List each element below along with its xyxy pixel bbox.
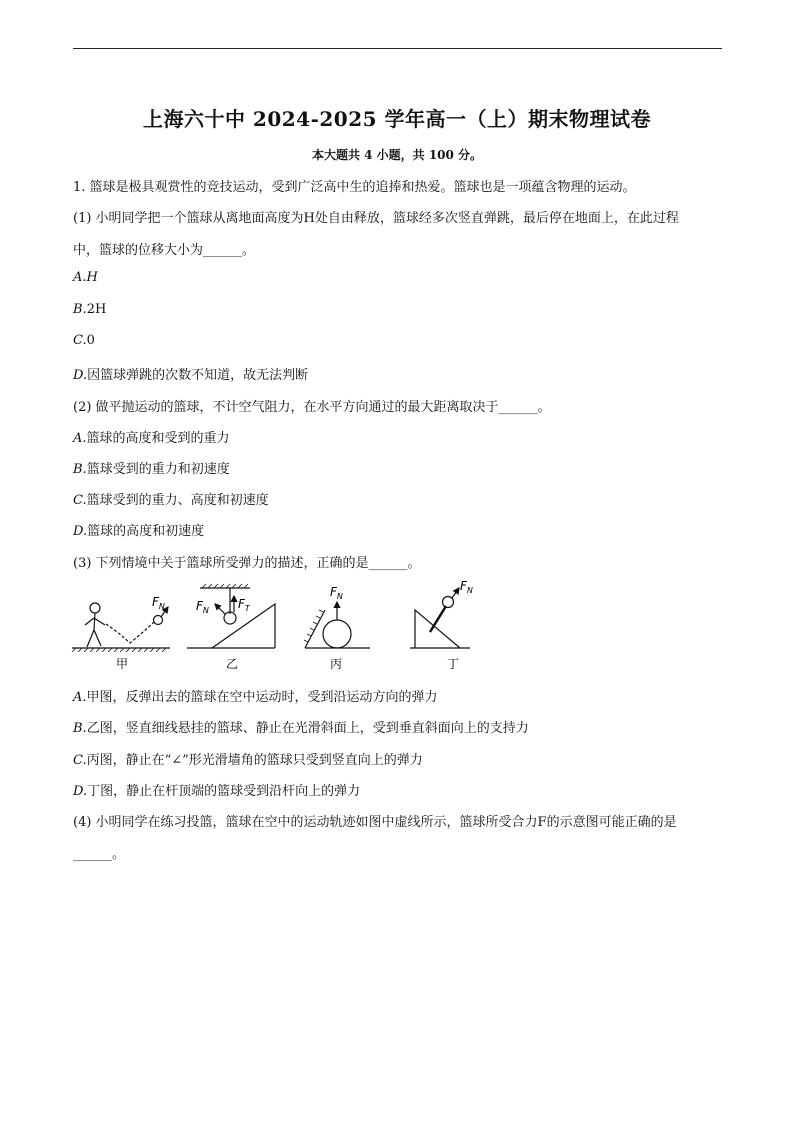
- option-letter: D.: [73, 524, 88, 539]
- q3-option-c: [73, 749, 723, 768]
- caption-yi: 乙: [226, 657, 239, 671]
- wedge: [415, 610, 460, 648]
- question-intro: 1. 篮球是极具观赏性的竞技运动，受到广泛高中生的追捧和热爱。篮球也是一项蕴含物理的运动。: [73, 180, 636, 195]
- q2-option-a: [73, 427, 723, 446]
- figure-jia: [72, 603, 170, 652]
- force-symbol: F: [196, 599, 203, 613]
- q3-option-d: [73, 780, 723, 799]
- force-label-fn: [152, 595, 165, 611]
- option-letter: A.: [73, 431, 87, 446]
- q1-option-d: [73, 364, 723, 383]
- option-text: 篮球受到的重力和初速度: [86, 462, 230, 477]
- force-symbol: F: [460, 580, 467, 593]
- caption-ding: 丁: [447, 657, 460, 671]
- option-text: 丙图，静止在“∠”形光滑墙角的篮球只受到竖直向上的弹力: [86, 753, 423, 768]
- force-symbol: F: [238, 597, 245, 611]
- force-label-ft: [238, 597, 251, 613]
- caption-jia: 甲: [116, 657, 129, 671]
- option-text: 丁图，静止在杆顶端的篮球受到沿杆向上的弹力: [87, 784, 361, 799]
- header-rule: [73, 48, 722, 49]
- force-subscript: N: [202, 606, 209, 615]
- option-letter: A.: [73, 270, 87, 285]
- rod: [430, 606, 446, 632]
- q2-stem: (2) 做平抛运动的篮球，不计空气阻力，在水平方向通过的最大距离取决于______。: [73, 400, 551, 415]
- q3-option-b: [73, 717, 723, 736]
- force-symbol: F: [152, 595, 159, 609]
- wall-line: [305, 610, 325, 648]
- ball-path: [106, 622, 154, 643]
- q1-option-b: [73, 302, 723, 317]
- option-letter: B.: [73, 721, 87, 736]
- force-label-fn: [196, 599, 209, 615]
- force-arrow: [452, 588, 459, 598]
- option-letter: C.: [73, 333, 87, 348]
- option-letter: D.: [73, 368, 88, 383]
- page-subtitle: 本大题共 4 小题，共 100 分。: [311, 148, 483, 162]
- q2-option-b: [73, 458, 723, 477]
- q2-option-c: [73, 489, 723, 508]
- option-text: 2H: [86, 302, 107, 317]
- option-letter: A.: [73, 690, 87, 705]
- option-text: H: [86, 270, 98, 285]
- option-text: 甲图，反弹出去的篮球在空中运动时，受到沿运动方向的弹力: [86, 690, 438, 705]
- q4-stem-line1: (4) 小明同学在练习投篮，篮球在空中的运动轨迹如图中虚线所示，篮球所受合力F的示意图可能正确的是: [73, 815, 677, 830]
- force-subscript: N: [466, 586, 473, 595]
- page-title: 上海六十中 2024-2025 学年高一（上）期末物理试卷: [142, 107, 652, 131]
- option-text: 乙图，竖直细线悬挂的篮球、静止在光滑斜面上，受到垂直斜面向上的支持力: [86, 721, 529, 736]
- option-text: 因篮球弹跳的次数不知道，故无法判断: [87, 368, 309, 383]
- ball: [323, 620, 351, 648]
- option-letter: B.: [73, 302, 87, 317]
- player-head: [90, 603, 100, 613]
- q2-option-d: [73, 520, 723, 539]
- option-text: 篮球的高度和受到的重力: [86, 431, 230, 446]
- q3-stem: (3) 下列情境中关于篮球所受弹力的描述，正确的是______。: [73, 556, 421, 571]
- figure-yi: [187, 584, 275, 648]
- option-text: 篮球的高度和初速度: [87, 524, 205, 539]
- q3-option-a: [73, 686, 723, 705]
- force-label-fn: [330, 585, 343, 601]
- q1-option-c: [73, 333, 723, 348]
- option-letter: D.: [73, 784, 88, 799]
- player-figure: [85, 613, 105, 647]
- q1-option-a: [73, 270, 723, 285]
- q1-stem-line1: (1) 小明同学把一个篮球从离地面高度为H处自由释放，篮球经多次竖直弹跳，最后停在地面上，在此过程: [73, 211, 679, 226]
- option-letter: C.: [73, 753, 87, 768]
- caption-bing: 丙: [330, 657, 343, 671]
- force-subscript: N: [158, 602, 165, 611]
- option-letter: C.: [73, 493, 87, 508]
- q4-stem-line2: ______。: [73, 847, 126, 862]
- q3-figures: [70, 580, 490, 674]
- force-subscript: T: [244, 604, 250, 613]
- force-arrow-fn: [215, 604, 225, 614]
- q3-figure-svg: [70, 580, 490, 674]
- figure-ding: [410, 588, 470, 648]
- force-symbol: F: [330, 585, 337, 599]
- force-subscript: N: [336, 592, 343, 601]
- figure-bing: [304, 602, 370, 648]
- q1-stem-line2: 中，篮球的位移大小为______。: [73, 243, 256, 258]
- option-text: 篮球受到的重力、高度和初速度: [86, 493, 269, 508]
- option-letter: B.: [73, 462, 87, 477]
- option-text: 0: [86, 333, 95, 348]
- ball: [443, 597, 454, 608]
- wall-hatch: [304, 610, 323, 642]
- force-label-fn: [460, 580, 473, 595]
